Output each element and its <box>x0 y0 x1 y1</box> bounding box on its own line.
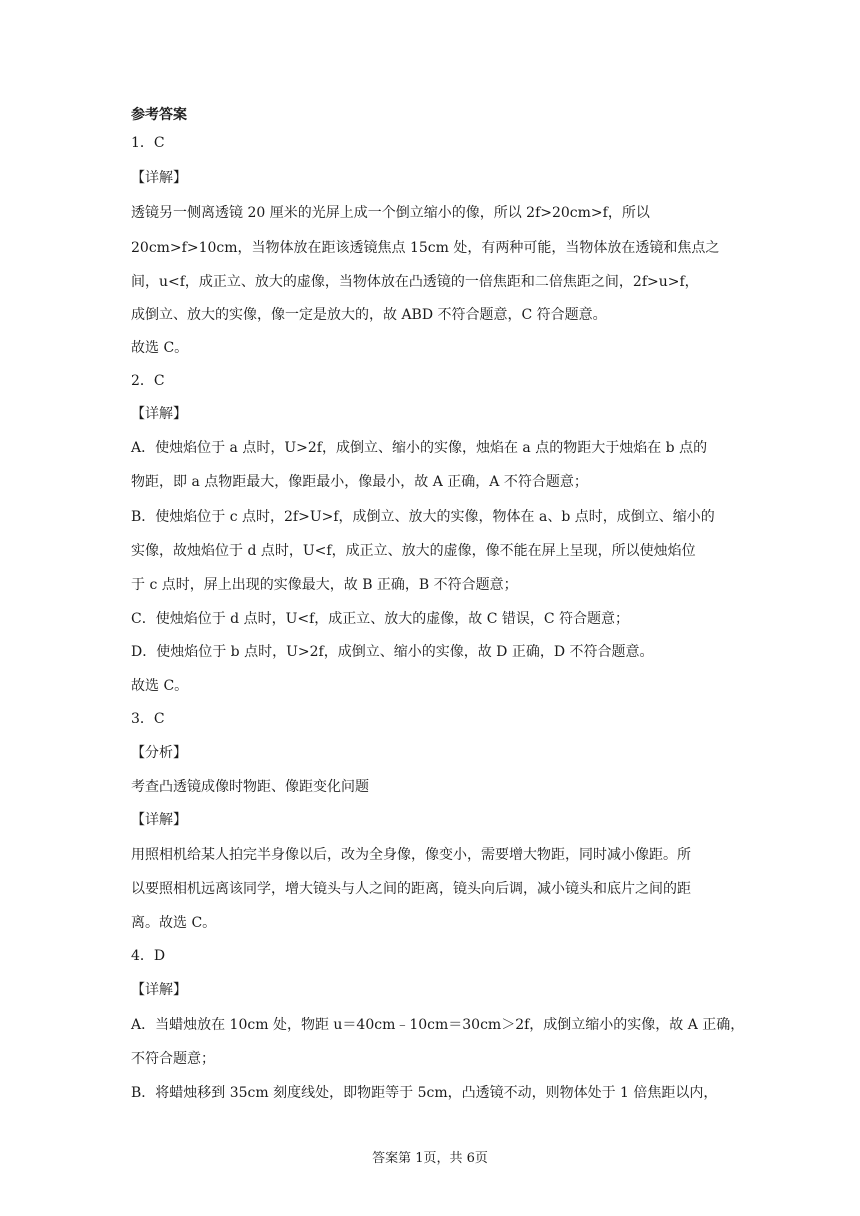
answer-line: 【详解】 <box>131 982 187 998</box>
answer-line: 2．C <box>131 373 165 389</box>
answer-line: 以要照相机远离该同学，增大镜头与人之间的距离，镜头向后调，减小镜头和底片之间的距 <box>131 881 691 897</box>
answer-line: 故选 C。 <box>131 678 189 694</box>
page-title: 参考答案 <box>131 107 187 123</box>
answer-line: 间，u<f，成正立、放大的虚像，当物体放在凸透镜的一倍焦距和二倍焦距之间，2f>u>f， <box>131 274 699 290</box>
answer-line: 成倒立、放大的实像，像一定是放大的，故 ABD 不符合题意，C 符合题意。 <box>131 307 607 323</box>
answer-line: 1．C <box>131 135 165 151</box>
answer-line: 透镜另一侧离透镜 20 厘米的光屏上成一个倒立缩小的像，所以 2f>20cm>f，所以 <box>131 205 650 221</box>
answer-line: C．使烛焰位于 d 点时，U<f，成正立、放大的虚像，故 C 错误，C 符合题意； <box>131 611 630 627</box>
answer-line: A．使烛焰位于 a 点时，U>2f，成倒立、缩小的实像，烛焰在 a 点的物距大于烛焰在 b 点的 <box>131 440 708 456</box>
page-footer: 答案第 1页，共 6页 <box>372 1151 488 1166</box>
answer-line: 用照相机给某人拍完半身像以后，改为全身像，像变小，需要增大物距，同时减小像距。所 <box>131 847 691 863</box>
answer-line: 故选 C。 <box>131 340 189 356</box>
answer-line: 于 c 点时，屏上出现的实像最大，故 B 正确，B 不符合题意； <box>131 577 518 593</box>
answer-line: 20cm>f>10cm，当物体放在距该透镜焦点 15cm 处，有两种可能，当物体放在透镜和焦点之 <box>131 240 720 256</box>
answer-line: 【详解】 <box>131 406 187 422</box>
answer-line: 物距，即 a 点物距最大，像距最小，像最小，故 A 正确，A 不符合题意； <box>131 474 588 490</box>
answer-line: 【详解】 <box>131 170 187 186</box>
answer-line: B．将蜡烛移到 35cm 刻度线处，即物距等于 5cm，凸透镜不动，则物体处于 1 倍焦距以内， <box>131 1085 718 1101</box>
answer-line: 实像，故烛焰位于 d 点时，U<f，成正立、放大的虚像，像不能在屏上呈现，所以使烛焰位 <box>131 543 696 559</box>
answer-line: 不符合题意； <box>131 1051 215 1067</box>
answer-line: 【分析】 <box>131 745 187 761</box>
answer-line: D．使烛焰位于 b 点时，U>2f，成倒立、缩小的实像，故 D 正确，D 不符合题意。 <box>131 644 654 660</box>
answer-line: 4．D <box>131 948 166 964</box>
answer-line: A．当蜡烛放在 10cm 处，物距 u＝40cm﹣10cm＝30cm＞2f，成倒立缩小的实像，故 A 正确， <box>131 1017 745 1033</box>
answer-line: 考查凸透镜成像时物距、像距变化问题 <box>131 779 369 795</box>
answer-line: B．使烛焰位于 c 点时，2f>U>f，成倒立、放大的实像，物体在 a、b 点时，成倒立、缩小的 <box>131 509 715 525</box>
answer-line: 3．C <box>131 711 165 727</box>
answer-line: 【详解】 <box>131 812 187 828</box>
answer-line: 离。故选 C。 <box>131 915 217 931</box>
